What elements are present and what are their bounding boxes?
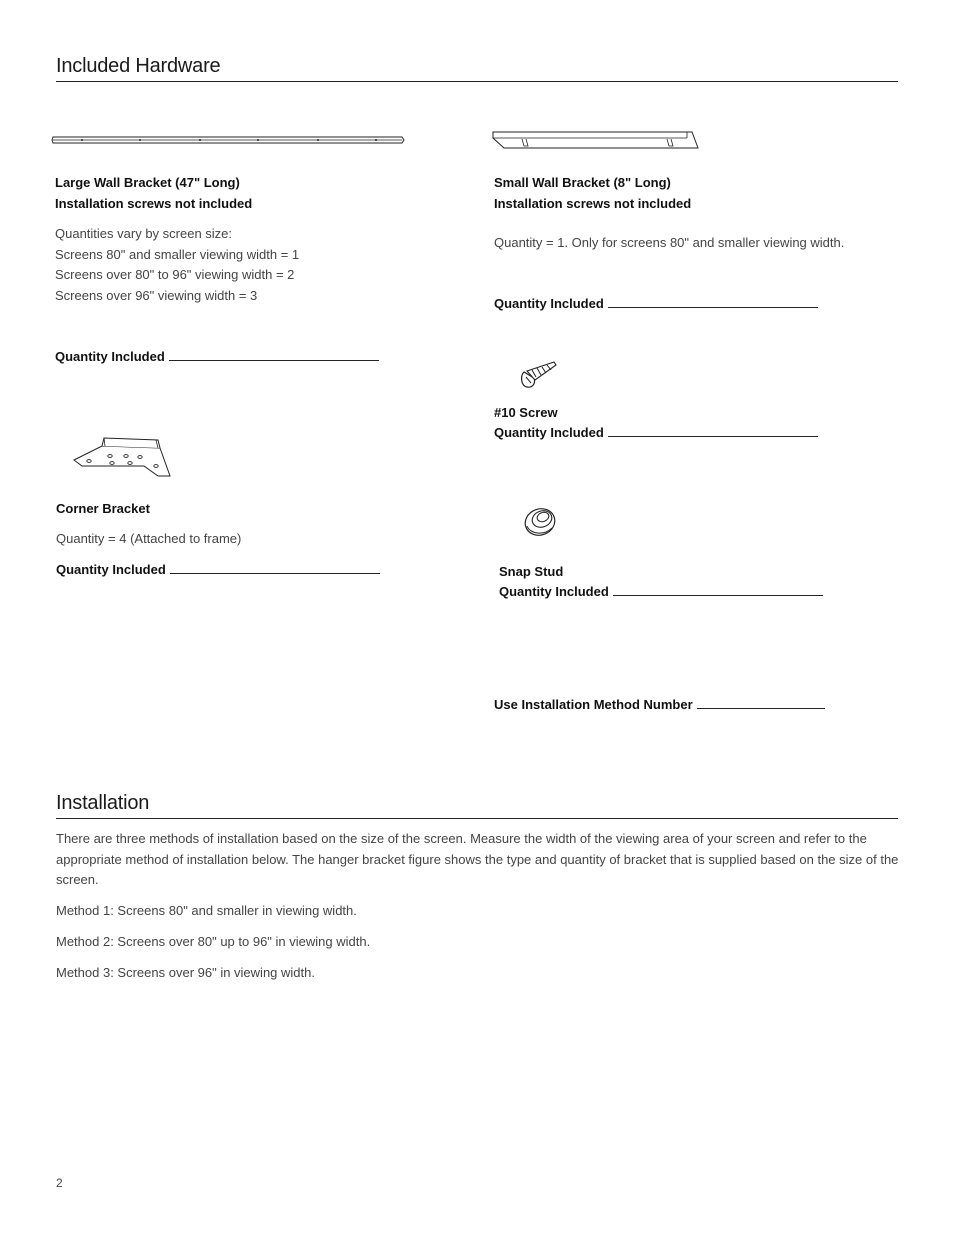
method-1: Method 1: Screens 80" and smaller in viewing width. (56, 903, 357, 918)
installation-intro: There are three methods of installation based on the size of the screen. Measure the width of the viewing area of your screen and refer to the appropriate method of installation below. The hanger bracket figure shows the type and quantity of bracket that is supplied based on the size of the screen. (56, 831, 899, 887)
qty-label: Quantity Included (494, 425, 604, 440)
qty-label: Quantity Included (56, 562, 166, 577)
corner-bracket-icon (72, 436, 172, 478)
installation-rule (56, 818, 898, 819)
small-bracket-desc: Quantity = 1. Only for screens 80" and smaller viewing width. (494, 235, 845, 250)
large-bracket-desc-line: Screens 80" and smaller viewing width = 1 (55, 246, 300, 262)
large-bracket-note: Installation screws not included (55, 196, 253, 211)
method-number-field[interactable] (697, 698, 825, 709)
installation-title: Installation (56, 792, 150, 814)
snap-stud-qty-field[interactable] (613, 585, 823, 596)
qty-label: Quantity Included (494, 296, 604, 311)
screw-qty (494, 425, 818, 440)
page-number: 2 (56, 1176, 63, 1190)
corner-bracket-desc: Quantity = 4 (Attached to frame) (56, 531, 242, 546)
large-bracket-qty (55, 349, 379, 364)
header-rule (56, 81, 898, 82)
small-wall-bracket-icon (492, 130, 700, 152)
corner-bracket-name: Corner Bracket (56, 501, 150, 516)
large-bracket-desc-line: Screens over 80" to 96" viewing width = 2 (55, 267, 295, 282)
snap-stud-qty (499, 584, 823, 599)
large-wall-bracket-icon (52, 134, 404, 146)
screw-qty-field[interactable] (608, 426, 818, 437)
snap-stud-name: Snap Stud (499, 564, 564, 579)
installation-method-number (494, 697, 825, 712)
qty-label: Quantity Included (55, 349, 165, 364)
large-bracket-desc-line: Screens over 96" viewing width = 3 (55, 287, 258, 303)
small-bracket-note: Installation screws not included (494, 196, 692, 211)
screw-icon (518, 358, 560, 390)
snap-stud-icon (522, 504, 560, 538)
method-3: Method 3: Screens over 96" in viewing width. (56, 965, 315, 980)
large-bracket-qty-field[interactable] (169, 350, 379, 361)
small-bracket-qty-field[interactable] (608, 297, 818, 308)
qty-label: Quantity Included (499, 584, 609, 599)
corner-bracket-qty-field[interactable] (170, 563, 380, 574)
method-2: Method 2: Screens over 80" up to 96" in viewing width. (56, 934, 371, 949)
small-bracket-qty (494, 296, 818, 311)
large-bracket-desc-line: Quantities vary by screen size: (55, 226, 233, 241)
large-bracket-name: Large Wall Bracket (47" Long) (55, 175, 240, 190)
small-bracket-name: Small Wall Bracket (8" Long) (494, 175, 671, 190)
method-label: Use Installation Method Number (494, 697, 693, 712)
screw-name: #10 Screw (494, 405, 558, 420)
large-bracket-desc (55, 224, 299, 306)
included-hardware-title: Included Hardware (56, 55, 221, 77)
corner-bracket-qty (56, 562, 380, 577)
